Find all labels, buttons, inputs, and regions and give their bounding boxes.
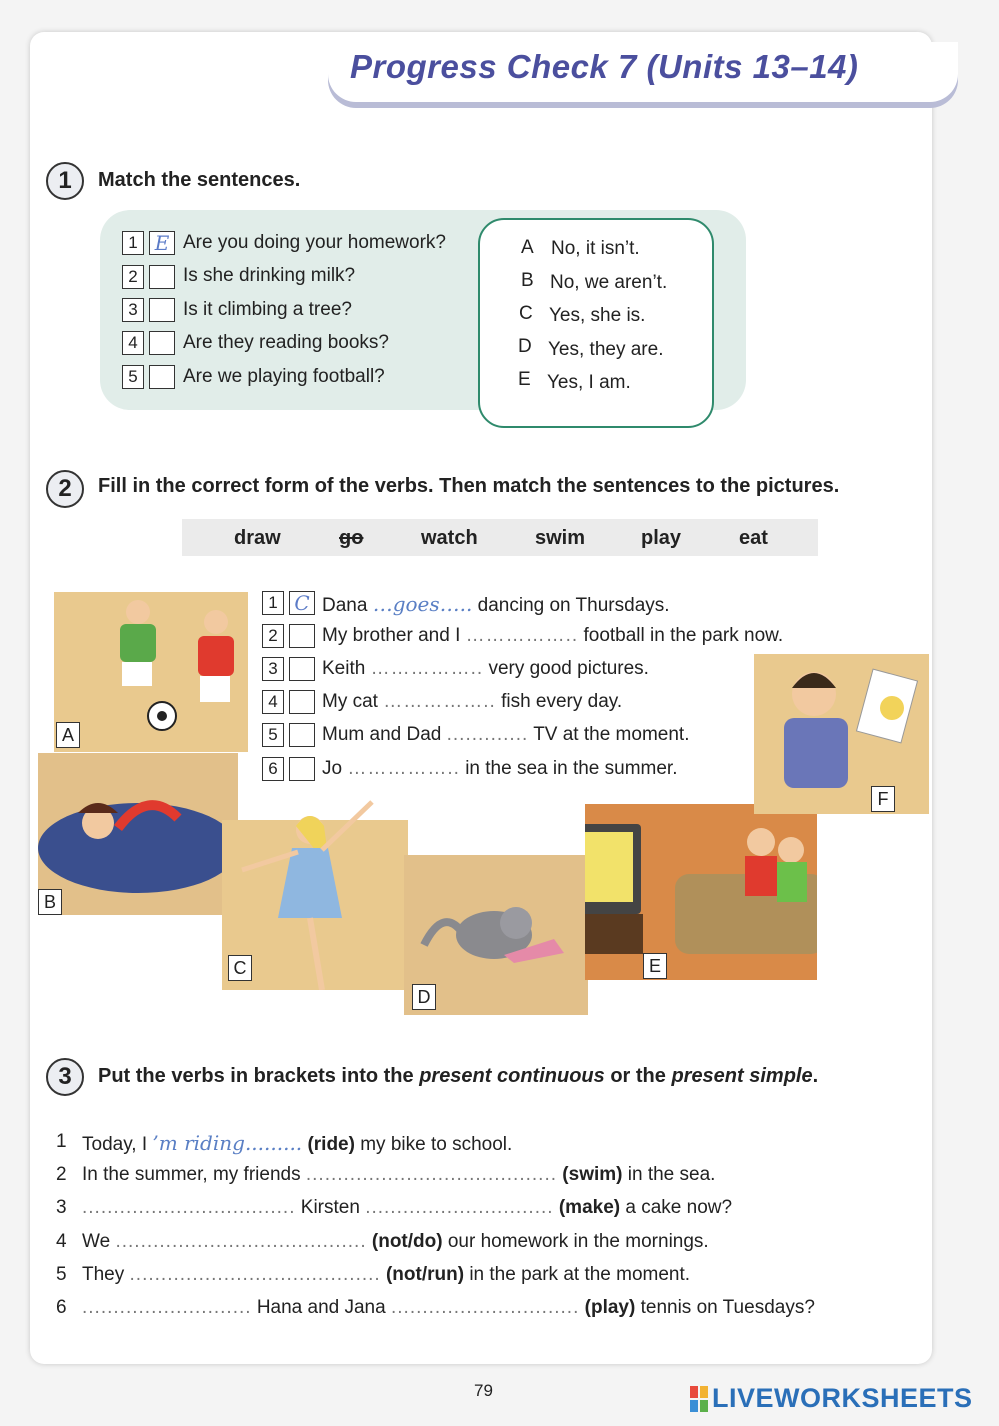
sentence-after: TV at the moment. xyxy=(533,724,690,745)
picture-label: C xyxy=(228,955,252,981)
picture-label: B xyxy=(38,889,62,915)
verb-item: watch xyxy=(421,527,478,549)
picture-answer-box[interactable] xyxy=(289,723,315,747)
question-number: 4 xyxy=(122,331,144,355)
picture-answer-box[interactable] xyxy=(289,657,315,681)
answer-box[interactable]: E xyxy=(149,231,175,255)
answer-blank[interactable]: .............................. xyxy=(365,1197,554,1218)
section-number: 1 xyxy=(46,162,84,200)
line-text: They xyxy=(82,1264,125,1285)
picture-answer-box[interactable] xyxy=(289,624,315,648)
page-title: Progress Check 7 (Units 13–14) xyxy=(350,48,859,85)
verb-blank[interactable]: …………….. xyxy=(465,625,579,646)
exercise-line xyxy=(82,1264,690,1286)
verb-blank[interactable]: ............. xyxy=(446,724,529,745)
answer-blank[interactable]: ........................................ xyxy=(115,1231,367,1252)
option-letter: A xyxy=(521,237,534,258)
brand-name[interactable]: LIVEWORKSHEETS xyxy=(712,1383,973,1413)
picture-answer-box[interactable] xyxy=(289,757,315,781)
section-heading: Match the sentences. xyxy=(98,169,301,191)
sentence-number: 6 xyxy=(262,757,284,781)
sentence-line xyxy=(322,691,622,713)
answer-blank[interactable]: ........................... xyxy=(82,1297,252,1318)
sentence-number: 4 xyxy=(262,690,284,714)
verb-item: eat xyxy=(739,527,768,549)
picture-watching-tv xyxy=(585,804,817,980)
picture-label: E xyxy=(643,953,667,979)
line-text: our homework in the mornings. xyxy=(447,1231,709,1252)
answer-blank[interactable]: .............................. xyxy=(390,1297,580,1318)
option-text: Yes, they are. xyxy=(548,339,664,360)
question-number: 5 xyxy=(122,365,144,389)
line-text: a cake now? xyxy=(625,1197,733,1218)
sentence-before: My cat xyxy=(322,691,378,712)
verb-item: go xyxy=(339,527,364,549)
picture-label: D xyxy=(412,984,436,1010)
verb-blank[interactable]: …………….. xyxy=(370,658,484,679)
line-text: Today, I xyxy=(82,1134,148,1155)
line-text: Kirsten xyxy=(300,1197,360,1218)
exercise-line xyxy=(82,1197,732,1219)
line-number: 2 xyxy=(56,1164,67,1185)
answer-box[interactable] xyxy=(149,365,175,389)
answer-box[interactable] xyxy=(149,298,175,322)
sentence-number: 5 xyxy=(262,723,284,747)
exercise-line xyxy=(82,1231,709,1253)
line-number: 6 xyxy=(56,1297,67,1318)
line-text: in the sea. xyxy=(627,1164,716,1185)
answer-blank[interactable]: ........................................ xyxy=(129,1264,381,1285)
verb-blank[interactable]: …goes….. xyxy=(372,592,473,616)
sentence-line xyxy=(322,724,689,746)
picture-swimming xyxy=(38,753,238,915)
question-text: Are you doing your homework? xyxy=(183,232,446,253)
section-heading: Fill in the correct form of the verbs. Then match the sentences to the pictures. xyxy=(98,475,840,497)
section-number: 3 xyxy=(46,1058,84,1096)
verb-prompt: (play) xyxy=(584,1297,636,1318)
option-letter: E xyxy=(518,369,531,390)
line-number: 1 xyxy=(56,1131,67,1152)
verb-item: draw xyxy=(234,527,281,549)
heading-text: . xyxy=(812,1065,819,1087)
liveworksheets-logo-icon xyxy=(690,1386,708,1412)
sentence-after: football in the park now. xyxy=(583,625,784,646)
picture-drawing xyxy=(754,654,929,814)
verb-prompt: (ride) xyxy=(307,1134,355,1155)
question-number: 3 xyxy=(122,298,144,322)
line-text: We xyxy=(82,1231,111,1252)
picture-label: A xyxy=(56,722,80,748)
section-heading xyxy=(98,1065,818,1088)
exercise-line xyxy=(82,1164,715,1186)
option-letter: B xyxy=(521,270,534,291)
exercise-line xyxy=(82,1131,512,1156)
question-number: 1 xyxy=(122,231,144,255)
answer-blank[interactable]: ........................................ xyxy=(305,1164,558,1185)
option-text: Yes, she is. xyxy=(549,305,646,326)
verb-item: play xyxy=(641,527,682,549)
sentence-before: Keith xyxy=(322,658,366,679)
option-letter: C xyxy=(519,303,533,324)
sentence-number: 2 xyxy=(262,624,284,648)
sentence-after: in the sea in the summer. xyxy=(465,758,678,779)
option-text: No, we aren’t. xyxy=(550,272,668,293)
sentence-before: My brother and I xyxy=(322,625,461,646)
line-number: 3 xyxy=(56,1197,67,1218)
answer-blank[interactable]: ’m riding......... xyxy=(152,1131,303,1155)
line-text: my bike to school. xyxy=(360,1134,513,1155)
answer-box[interactable] xyxy=(149,265,175,289)
picture-answer-box[interactable] xyxy=(289,690,315,714)
sentence-line xyxy=(322,758,677,780)
sentence-line xyxy=(322,625,783,647)
option-letter: D xyxy=(518,336,532,357)
sentence-before: Dana xyxy=(322,595,368,616)
option-text: Yes, I am. xyxy=(547,372,631,393)
heading-emphasis: present continuous xyxy=(419,1065,605,1087)
question-text: Is she drinking milk? xyxy=(183,265,356,286)
section-number: 2 xyxy=(46,470,84,508)
sentence-after: fish every day. xyxy=(501,691,623,712)
question-text: Are we playing football? xyxy=(183,366,385,387)
picture-answer-box[interactable]: C xyxy=(289,591,315,615)
picture-label: F xyxy=(871,786,895,812)
sentence-after: very good pictures. xyxy=(488,658,649,679)
line-text: Hana and Jana xyxy=(256,1297,386,1318)
sentence-number: 3 xyxy=(262,657,284,681)
verb-prompt: (not/run) xyxy=(385,1264,465,1285)
heading-text: or the xyxy=(604,1065,672,1087)
sentence-before: Jo xyxy=(322,758,343,779)
sentence-line xyxy=(322,592,670,617)
verb-prompt: (not/do) xyxy=(371,1231,443,1252)
question-text: Is it climbing a tree? xyxy=(183,299,352,320)
verb-blank[interactable]: …………….. xyxy=(383,691,496,712)
sentence-line xyxy=(322,658,649,680)
verb-blank[interactable]: …………….. xyxy=(347,758,460,779)
line-text: In the summer, my friends xyxy=(82,1164,301,1185)
heading-text: Put the verbs in brackets into the xyxy=(98,1065,420,1087)
verb-prompt: (make) xyxy=(558,1197,621,1218)
verb-item: swim xyxy=(535,527,586,549)
sentence-before: Mum and Dad xyxy=(322,724,442,745)
verb-prompt: (swim) xyxy=(562,1164,623,1185)
page-number: 79 xyxy=(474,1381,493,1400)
sentence-number: 1 xyxy=(262,591,284,615)
option-text: No, it isn’t. xyxy=(551,238,640,259)
line-number: 4 xyxy=(56,1231,67,1252)
question-number: 2 xyxy=(122,265,144,289)
heading-emphasis: present simple xyxy=(671,1065,813,1087)
answer-box[interactable] xyxy=(149,331,175,355)
line-text: in the park at the moment. xyxy=(469,1264,691,1285)
line-text: tennis on Tuesdays? xyxy=(640,1297,815,1318)
sentence-after: dancing on Thursdays. xyxy=(477,595,670,616)
question-text: Are they reading books? xyxy=(183,332,389,353)
answer-blank[interactable]: .................................. xyxy=(82,1197,296,1218)
line-number: 5 xyxy=(56,1264,67,1285)
exercise-line xyxy=(82,1297,815,1319)
